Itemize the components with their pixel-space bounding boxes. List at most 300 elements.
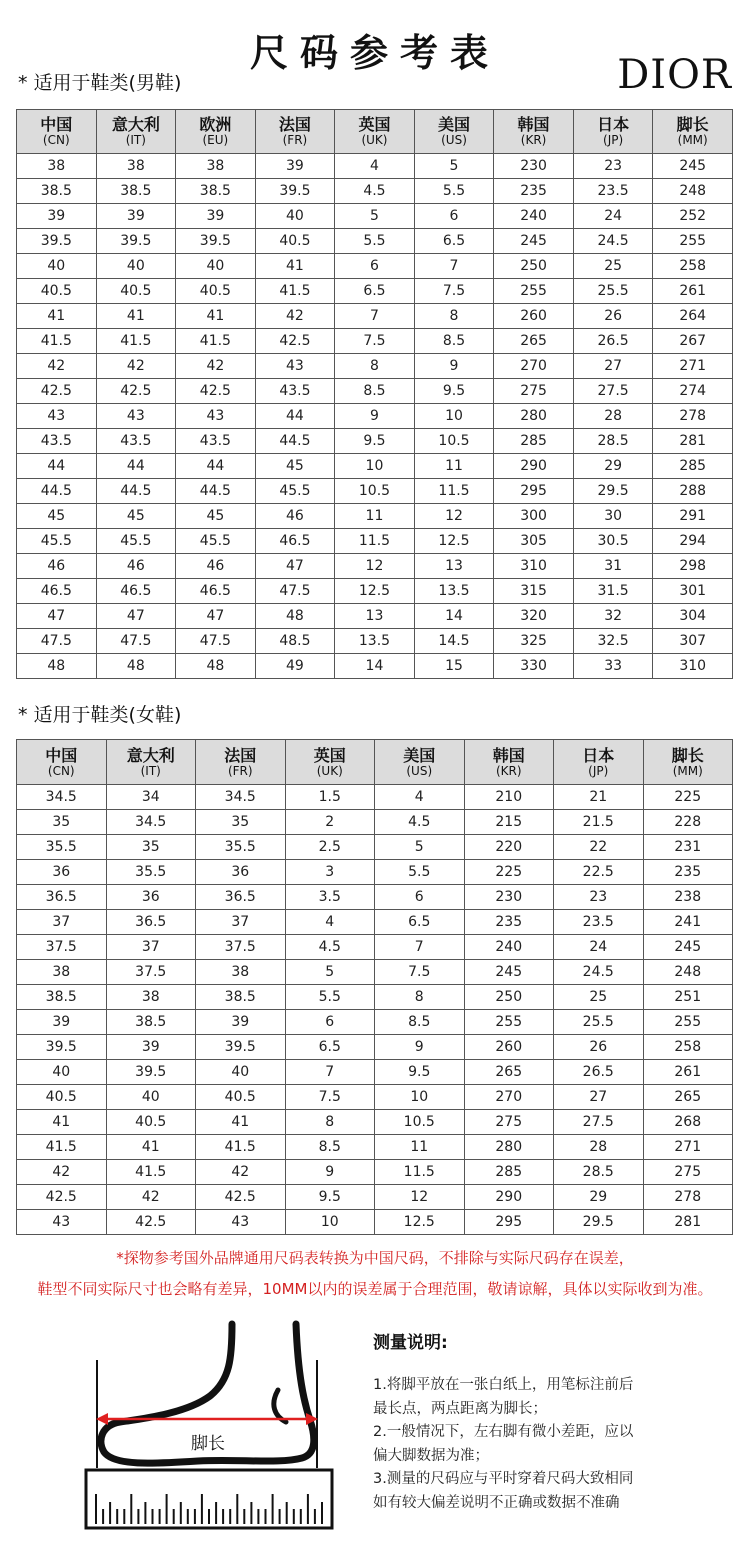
table-cell: 44 — [17, 454, 97, 479]
table-cell: 3 — [285, 860, 375, 885]
table-row — [17, 354, 733, 379]
table-cell: 280 — [494, 404, 574, 429]
table-cell: 301 — [653, 579, 733, 604]
column-header-cn: 法国 — [224, 745, 257, 765]
table-cell: 27.5 — [573, 379, 653, 404]
table-row — [17, 279, 733, 304]
table-cell: 42 — [17, 354, 97, 379]
table-cell: 6.5 — [414, 229, 494, 254]
table-cell: 38 — [106, 985, 196, 1010]
table-cell: 22 — [554, 835, 644, 860]
table-cell: 44.5 — [17, 479, 97, 504]
table-cell: 41.5 — [96, 329, 176, 354]
table-cell: 238 — [643, 885, 733, 910]
table-cell: 4.5 — [285, 935, 375, 960]
table-cell: 42 — [255, 304, 335, 329]
table-cell: 44 — [96, 454, 176, 479]
table-cell: 11.5 — [335, 529, 415, 554]
column-header-code: (US) — [441, 133, 467, 147]
table-cell: 4.5 — [375, 810, 465, 835]
table-cell: 40.5 — [17, 279, 97, 304]
column-header-code: (FR) — [282, 133, 308, 147]
women-column-header — [554, 740, 644, 785]
table-cell: 46.5 — [17, 579, 97, 604]
table-row — [17, 935, 733, 960]
table-cell: 41 — [96, 304, 176, 329]
table-cell: 45.5 — [176, 529, 256, 554]
table-cell: 255 — [643, 1010, 733, 1035]
table-cell: 36 — [196, 860, 286, 885]
table-row — [17, 304, 733, 329]
table-cell: 235 — [643, 860, 733, 885]
table-cell: 38 — [17, 154, 97, 179]
table-cell: 5 — [285, 960, 375, 985]
table-cell: 43 — [96, 404, 176, 429]
table-cell: 41.5 — [176, 329, 256, 354]
table-cell: 24 — [573, 204, 653, 229]
table-cell: 325 — [494, 629, 574, 654]
table-cell: 290 — [494, 454, 574, 479]
measure-line: 如有较大偏差说明不正确或数据不准确 — [373, 1494, 620, 1511]
table-cell: 1.5 — [285, 785, 375, 810]
table-cell: 281 — [653, 429, 733, 454]
table-row — [17, 1210, 733, 1235]
table-cell: 41.5 — [17, 329, 97, 354]
column-header-code: (MM) — [672, 763, 703, 778]
column-header-code: (US) — [406, 763, 433, 778]
table-cell: 12 — [414, 504, 494, 529]
disclaimer-line-1: *探物参考国外品牌通用尺码表转换为中国尺码，不排除与实际尺码存在误差， — [116, 1249, 634, 1267]
table-cell: 39 — [106, 1035, 196, 1060]
table-cell: 14 — [335, 654, 415, 679]
table-cell: 7.5 — [414, 279, 494, 304]
table-cell: 291 — [653, 504, 733, 529]
table-cell: 38.5 — [17, 179, 97, 204]
table-cell: 44 — [176, 454, 256, 479]
table-row — [17, 554, 733, 579]
table-cell: 28 — [573, 404, 653, 429]
table-cell: 21 — [554, 785, 644, 810]
table-cell: 25 — [573, 254, 653, 279]
table-cell: 37.5 — [196, 935, 286, 960]
women-column-header — [464, 740, 554, 785]
table-cell: 15 — [414, 654, 494, 679]
table-cell: 41 — [196, 1110, 286, 1135]
table-cell: 39 — [96, 204, 176, 229]
table-cell: 46.5 — [176, 579, 256, 604]
table-cell: 9.5 — [375, 1060, 465, 1085]
table-cell: 250 — [464, 985, 554, 1010]
table-cell: 46 — [17, 554, 97, 579]
table-cell: 41.5 — [106, 1160, 196, 1185]
table-cell: 310 — [653, 654, 733, 679]
table-row — [17, 1060, 733, 1085]
table-cell: 38.5 — [96, 179, 176, 204]
table-cell: 28.5 — [554, 1160, 644, 1185]
table-cell: 37.5 — [17, 935, 107, 960]
table-cell: 9 — [414, 354, 494, 379]
table-cell: 32 — [573, 604, 653, 629]
table-cell: 33 — [573, 654, 653, 679]
table-cell: 298 — [653, 554, 733, 579]
table-cell: 47 — [17, 604, 97, 629]
men-column-header — [494, 110, 574, 154]
table-cell: 6 — [414, 204, 494, 229]
table-cell: 225 — [464, 860, 554, 885]
table-cell: 12 — [375, 1185, 465, 1210]
table-cell: 47 — [255, 554, 335, 579]
table-cell: 40 — [255, 204, 335, 229]
table-cell: 304 — [653, 604, 733, 629]
table-cell: 4 — [335, 154, 415, 179]
table-cell: 9.5 — [414, 379, 494, 404]
table-cell: 37 — [17, 910, 107, 935]
table-cell: 23.5 — [554, 910, 644, 935]
table-cell: 40 — [106, 1085, 196, 1110]
table-cell: 7.5 — [375, 960, 465, 985]
table-cell: 230 — [494, 154, 574, 179]
table-cell: 38 — [196, 960, 286, 985]
table-cell: 28 — [554, 1135, 644, 1160]
table-row — [17, 629, 733, 654]
table-cell: 43 — [17, 1210, 107, 1235]
table-cell: 250 — [494, 254, 574, 279]
table-cell: 13.5 — [414, 579, 494, 604]
table-cell: 26.5 — [573, 329, 653, 354]
table-cell: 40.5 — [17, 1085, 107, 1110]
table-row — [17, 960, 733, 985]
table-cell: 43 — [196, 1210, 286, 1235]
table-cell: 215 — [464, 810, 554, 835]
table-cell: 36.5 — [106, 910, 196, 935]
table-cell: 235 — [464, 910, 554, 935]
table-cell: 48.5 — [255, 629, 335, 654]
table-cell: 11.5 — [414, 479, 494, 504]
foot-measure-diagram — [80, 1318, 340, 1534]
table-cell: 294 — [653, 529, 733, 554]
foot-ankle-detail — [274, 1390, 286, 1422]
table-cell: 9.5 — [285, 1185, 375, 1210]
table-cell: 41 — [17, 304, 97, 329]
table-cell: 275 — [464, 1110, 554, 1135]
table-cell: 29 — [573, 454, 653, 479]
table-cell: 45.5 — [96, 529, 176, 554]
table-cell: 30 — [573, 504, 653, 529]
table-cell: 24 — [554, 935, 644, 960]
women-section-label: * 适用于鞋类(女鞋) — [18, 704, 182, 726]
table-cell: 43.5 — [96, 429, 176, 454]
table-cell: 36.5 — [196, 885, 286, 910]
table-cell: 31 — [573, 554, 653, 579]
table-cell: 10.5 — [335, 479, 415, 504]
table-row — [17, 529, 733, 554]
table-cell: 270 — [464, 1085, 554, 1110]
men-table-body — [17, 154, 733, 679]
table-cell: 13.5 — [335, 629, 415, 654]
table-cell: 28.5 — [573, 429, 653, 454]
table-cell: 26.5 — [554, 1060, 644, 1085]
table-cell: 230 — [464, 885, 554, 910]
women-table-header-row — [17, 740, 733, 785]
table-cell: 39.5 — [255, 179, 335, 204]
table-cell: 7.5 — [335, 329, 415, 354]
table-row — [17, 1010, 733, 1035]
table-cell: 41 — [255, 254, 335, 279]
table-cell: 39 — [255, 154, 335, 179]
table-cell: 40 — [17, 254, 97, 279]
table-cell: 37 — [196, 910, 286, 935]
table-cell: 240 — [464, 935, 554, 960]
table-cell: 40.5 — [176, 279, 256, 304]
table-cell: 24.5 — [554, 960, 644, 985]
table-cell: 44 — [255, 404, 335, 429]
disclaimer-line-2: 鞋型不同实际尺寸也会略有差异，10MM以内的误差属于合理范围，敬请谅解，具体以实际收到为准。 — [37, 1280, 713, 1298]
table-cell: 36 — [106, 885, 196, 910]
table-cell: 7.5 — [285, 1085, 375, 1110]
table-cell: 46.5 — [255, 529, 335, 554]
table-cell: 42.5 — [17, 379, 97, 404]
men-column-header — [176, 110, 256, 154]
table-cell: 39.5 — [106, 1060, 196, 1085]
table-row — [17, 654, 733, 679]
table-cell: 47.5 — [176, 629, 256, 654]
brand-logo: DIOR — [617, 52, 732, 98]
table-cell: 10 — [285, 1210, 375, 1235]
table-cell: 278 — [643, 1185, 733, 1210]
women-column-header — [375, 740, 465, 785]
table-cell: 23 — [573, 154, 653, 179]
table-cell: 38 — [176, 154, 256, 179]
table-cell: 8.5 — [335, 379, 415, 404]
table-cell: 40.5 — [196, 1085, 286, 1110]
column-header-cn: 韩国 — [517, 115, 550, 134]
table-row — [17, 1185, 733, 1210]
table-cell: 11 — [335, 504, 415, 529]
column-header-code: (JP) — [588, 763, 609, 778]
column-header-cn: 美国 — [403, 745, 436, 765]
table-cell: 7 — [335, 304, 415, 329]
table-cell: 5.5 — [414, 179, 494, 204]
table-cell: 42.5 — [176, 379, 256, 404]
table-row — [17, 479, 733, 504]
column-header-code: (KR) — [495, 763, 522, 778]
table-row — [17, 1110, 733, 1135]
table-cell: 9 — [375, 1035, 465, 1060]
table-cell: 32.5 — [573, 629, 653, 654]
table-cell: 265 — [464, 1060, 554, 1085]
table-cell: 48 — [176, 654, 256, 679]
table-cell: 248 — [643, 960, 733, 985]
table-cell: 13 — [414, 554, 494, 579]
table-cell: 248 — [653, 179, 733, 204]
table-cell: 25.5 — [573, 279, 653, 304]
table-cell: 46.5 — [96, 579, 176, 604]
table-cell: 41.5 — [255, 279, 335, 304]
table-cell: 315 — [494, 579, 574, 604]
table-cell: 6 — [285, 1010, 375, 1035]
table-row — [17, 379, 733, 404]
table-cell: 300 — [494, 504, 574, 529]
table-cell: 43 — [255, 354, 335, 379]
table-cell: 45.5 — [17, 529, 97, 554]
column-header-cn: 美国 — [438, 115, 471, 134]
table-cell: 39.5 — [176, 229, 256, 254]
men-column-header — [653, 110, 733, 154]
men-column-header — [573, 110, 653, 154]
table-cell: 46 — [96, 554, 176, 579]
table-cell: 10 — [335, 454, 415, 479]
table-cell: 40 — [176, 254, 256, 279]
table-cell: 9 — [285, 1160, 375, 1185]
table-cell: 41 — [17, 1110, 107, 1135]
table-cell: 295 — [494, 479, 574, 504]
table-cell: 29.5 — [573, 479, 653, 504]
table-cell: 258 — [643, 1035, 733, 1060]
table-cell: 305 — [494, 529, 574, 554]
table-cell: 42 — [17, 1160, 107, 1185]
table-cell: 265 — [643, 1085, 733, 1110]
table-cell: 36.5 — [17, 885, 107, 910]
table-row — [17, 785, 733, 810]
table-cell: 34.5 — [196, 785, 286, 810]
table-cell: 48 — [96, 654, 176, 679]
table-cell: 6.5 — [335, 279, 415, 304]
table-cell: 5 — [335, 204, 415, 229]
table-cell: 271 — [653, 354, 733, 379]
table-row — [17, 604, 733, 629]
table-cell: 47.5 — [17, 629, 97, 654]
table-row — [17, 1085, 733, 1110]
table-cell: 42.5 — [96, 379, 176, 404]
table-cell: 245 — [643, 935, 733, 960]
table-cell: 38 — [96, 154, 176, 179]
column-header-code: (CN) — [42, 133, 70, 147]
table-row — [17, 179, 733, 204]
men-column-header — [17, 110, 97, 154]
measure-line: 偏大脚数据为准； — [373, 1447, 489, 1464]
table-row — [17, 860, 733, 885]
table-cell: 12.5 — [335, 579, 415, 604]
column-header-cn: 中国 — [40, 115, 73, 134]
column-header-cn: 法国 — [278, 115, 311, 134]
table-cell: 12 — [335, 554, 415, 579]
table-cell: 225 — [643, 785, 733, 810]
table-cell: 285 — [653, 454, 733, 479]
women-column-header — [285, 740, 375, 785]
table-cell: 41.5 — [196, 1135, 286, 1160]
table-cell: 45 — [96, 504, 176, 529]
table-cell: 38.5 — [106, 1010, 196, 1035]
table-cell: 255 — [653, 229, 733, 254]
table-cell: 6 — [375, 885, 465, 910]
table-cell: 261 — [643, 1060, 733, 1085]
table-row — [17, 810, 733, 835]
measure-title: 测量说明: — [373, 1333, 448, 1353]
column-header-code: (FR) — [227, 763, 253, 778]
table-cell: 5.5 — [285, 985, 375, 1010]
table-cell: 39 — [17, 1010, 107, 1035]
table-cell: 245 — [464, 960, 554, 985]
table-row — [17, 985, 733, 1010]
table-cell: 47.5 — [255, 579, 335, 604]
table-cell: 5.5 — [335, 229, 415, 254]
table-cell: 35 — [17, 810, 107, 835]
table-cell: 45 — [17, 504, 97, 529]
table-row — [17, 579, 733, 604]
table-cell: 10 — [375, 1085, 465, 1110]
table-cell: 34.5 — [17, 785, 107, 810]
table-cell: 40.5 — [106, 1110, 196, 1135]
table-cell: 270 — [494, 354, 574, 379]
table-cell: 40 — [96, 254, 176, 279]
table-cell: 281 — [643, 1210, 733, 1235]
table-row — [17, 429, 733, 454]
table-cell: 241 — [643, 910, 733, 935]
measure-line: 最长点，两点距离为脚长； — [373, 1400, 547, 1417]
measure-line: 2.一般情况下，左右脚有微小差距，应以 — [373, 1424, 634, 1440]
table-cell: 42 — [96, 354, 176, 379]
table-cell: 245 — [653, 154, 733, 179]
table-cell: 45.5 — [255, 479, 335, 504]
table-cell: 267 — [653, 329, 733, 354]
table-cell: 255 — [464, 1010, 554, 1035]
table-row — [17, 254, 733, 279]
table-cell: 288 — [653, 479, 733, 504]
table-cell: 40.5 — [255, 229, 335, 254]
column-header-cn: 脚长 — [676, 115, 709, 134]
table-cell: 8.5 — [375, 1010, 465, 1035]
table-cell: 11 — [375, 1135, 465, 1160]
column-header-cn: 韩国 — [492, 745, 525, 765]
table-cell: 25.5 — [554, 1010, 644, 1035]
table-cell: 2 — [285, 810, 375, 835]
table-cell: 39.5 — [17, 229, 97, 254]
table-cell: 41 — [176, 304, 256, 329]
table-cell: 44.5 — [255, 429, 335, 454]
table-row — [17, 404, 733, 429]
table-cell: 29.5 — [554, 1210, 644, 1235]
table-cell: 48 — [255, 604, 335, 629]
table-cell: 7 — [414, 254, 494, 279]
table-cell: 47 — [96, 604, 176, 629]
table-cell: 220 — [464, 835, 554, 860]
table-cell: 9 — [335, 404, 415, 429]
table-cell: 35.5 — [17, 835, 107, 860]
column-header-code: (EU) — [202, 133, 229, 147]
table-cell: 45 — [255, 454, 335, 479]
page-title: 尺码参考表 — [249, 31, 500, 75]
column-header-code: (IT) — [140, 763, 161, 778]
table-cell: 5 — [375, 835, 465, 860]
table-cell: 43.5 — [176, 429, 256, 454]
table-cell: 46 — [176, 554, 256, 579]
table-row — [17, 1135, 733, 1160]
table-cell: 320 — [494, 604, 574, 629]
table-cell: 240 — [494, 204, 574, 229]
table-cell: 295 — [464, 1210, 554, 1235]
table-cell: 307 — [653, 629, 733, 654]
women-column-header — [106, 740, 196, 785]
table-cell: 44.5 — [96, 479, 176, 504]
foot-length-label: 脚长 — [191, 1434, 225, 1454]
table-cell: 42 — [176, 354, 256, 379]
column-header-cn: 英国 — [313, 745, 346, 765]
table-cell: 3.5 — [285, 885, 375, 910]
women-column-header — [196, 740, 286, 785]
table-cell: 42.5 — [106, 1210, 196, 1235]
table-cell: 44.5 — [176, 479, 256, 504]
table-cell: 6 — [335, 254, 415, 279]
